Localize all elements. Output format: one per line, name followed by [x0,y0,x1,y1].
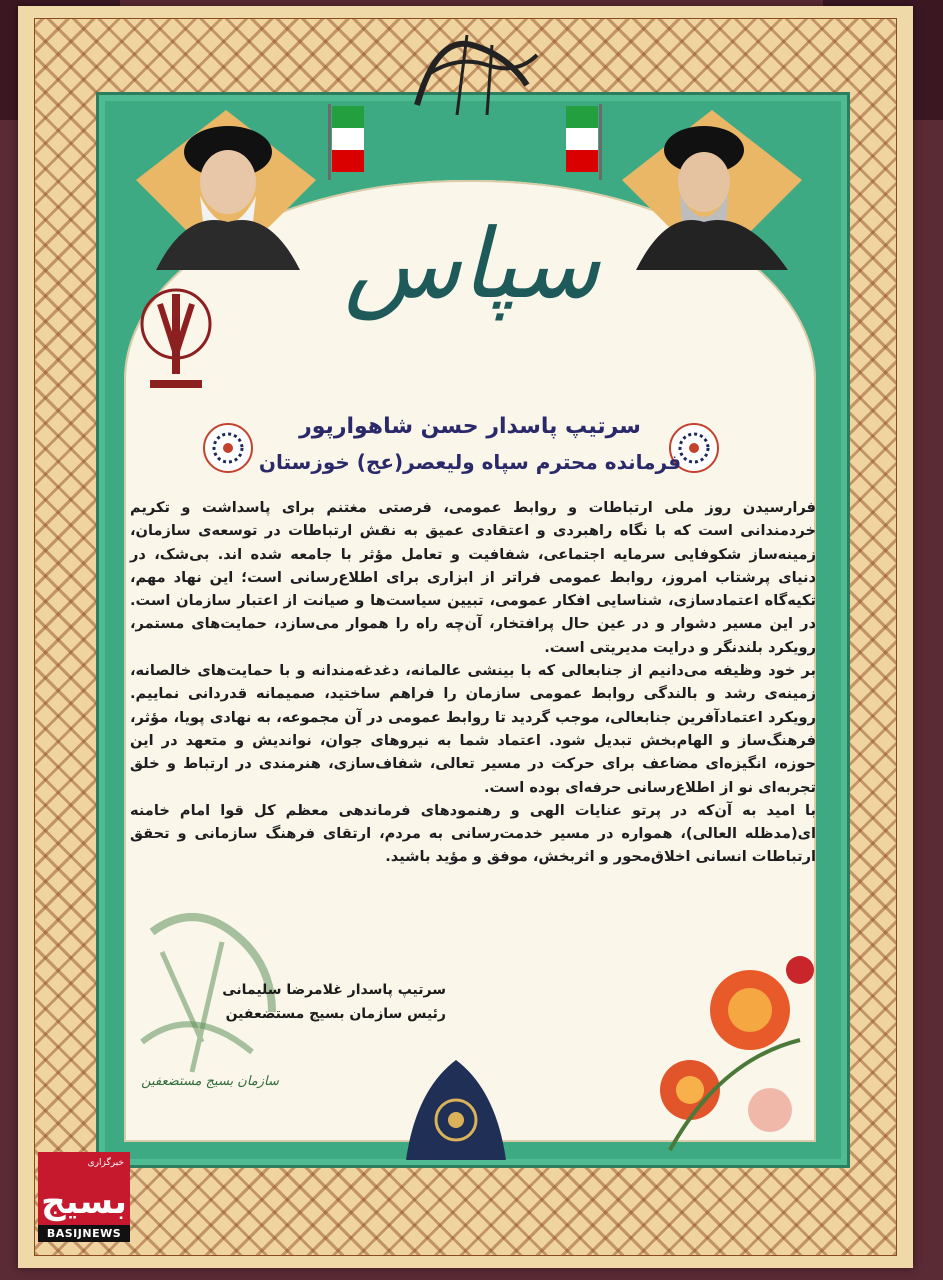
news-logo-glyph: بسیج [41,1182,127,1222]
news-logo-top-label: خبرگزاری [87,1158,124,1168]
portrait-left-icon [136,110,316,270]
portrait-right [622,110,802,270]
irgc-emblem-icon [130,284,222,402]
signer-name: سرتیپ پاسدار غلامرضا سلیمانی [222,982,446,998]
flag-right-icon [564,104,604,180]
bismillah-calligraphy [392,10,552,130]
basij-news-logo [38,1152,130,1242]
recipient-title: فرمانده محترم سپاه ولیعصر(عج) خوزستان [258,450,682,474]
news-logo-brand: BASIJNEWS [38,1225,130,1242]
body-paragraph: فرارسیدن روز ملی ارتباطات و روابط عمومی، فرصتی مغتنم برای پاسداشت و تکریم خردمندانی است که با نگاه راهبردی و اعتقادی عمیق به نقش ارتباطات در توسعه‌ی سازمان، زمینه‌ساز شکوفایی سرمایه اجتماعی، شفافیت و تعامل مؤثر با جامعه شده اند. بی‌شک، در دنیای پرشتاب امروز، روابط عمومی فراتر از ابزاری برای اطلاع‌رسانی است؛ این نهاد مهم، تکیه‌گاه اعتمادسازی، شناسایی افکار عمومی، تبیین سیاست‌ها و صیانت از اعتبار سازمان است. در این مسیر دشوار و در عین حال پرافتخار، آن‌چه راه را هموار می‌سازد، حمایت‌های مستمر، رویکرد بلندنگر و درایت مدیریتی است. [130,499,816,656]
body-paragraph: بر خود وظیفه می‌دانیم از جنابعالی که با بینشی عالمانه، دغدغه‌مندانه و با حمایت‌های خالصانه، زمینه‌ی رشد و بالندگی روابط عمومی سازمان را فراهم ساختید، صمیمانه قدردانی نماییم. رویکرد اعتمادآفرین جنابعالی، موجب گردید تا روابط عمومی در آن مجموعه، به نهادی پویا، مؤثر، فرهنگ‌ساز و الهام‌بخش تبدیل شود. اعتماد شما به نیروهای جوان، نواندیش و متعهد در این حوزه، انگیزه‌ای مضاعف برای حرکت در مسیر تعالی، شفاف‌سازی، هنرمندی در ارتباط و خلق تجربه‌ای نو از اطلاع‌رسانی حرفه‌ای بوده است. [130,662,816,796]
letter-body [130,496,816,869]
flower-decoration-icon [630,940,830,1160]
flag-left-icon [326,104,366,180]
sepas-calligraphy-icon [322,182,622,362]
portrait-right-icon [622,110,802,270]
signer-role: رئیس سازمان بسیج مستضعفین [225,1006,446,1022]
signature-block [186,982,446,1022]
title-calligraphy [322,182,622,362]
bottom-ornament-icon [396,1060,516,1160]
rosette-left-icon [200,420,256,476]
stamp-text: سازمان بسیج مستضعفین [141,1074,279,1089]
recipient-name: سرتیپ پاسدار حسن شاهوارپور [299,414,641,439]
body-paragraph: با امید به آن‌که در پرتو عنایات الهی و رهنمودهای فرماندهی معظم کل قوا امام خامنه ای(مدظله العالی)، همواره در مسیر خدمت‌رسانی به مردم، ارتقای فرهنگ سازمانی و تحقق ارتباطات انسانی اخلاق‌محور و اثربخش، موفق و مؤید باشید. [130,801,816,866]
svg-text:سپاس: سپاس [344,208,600,320]
bismillah-icon [397,15,547,125]
portrait-left [136,110,316,270]
